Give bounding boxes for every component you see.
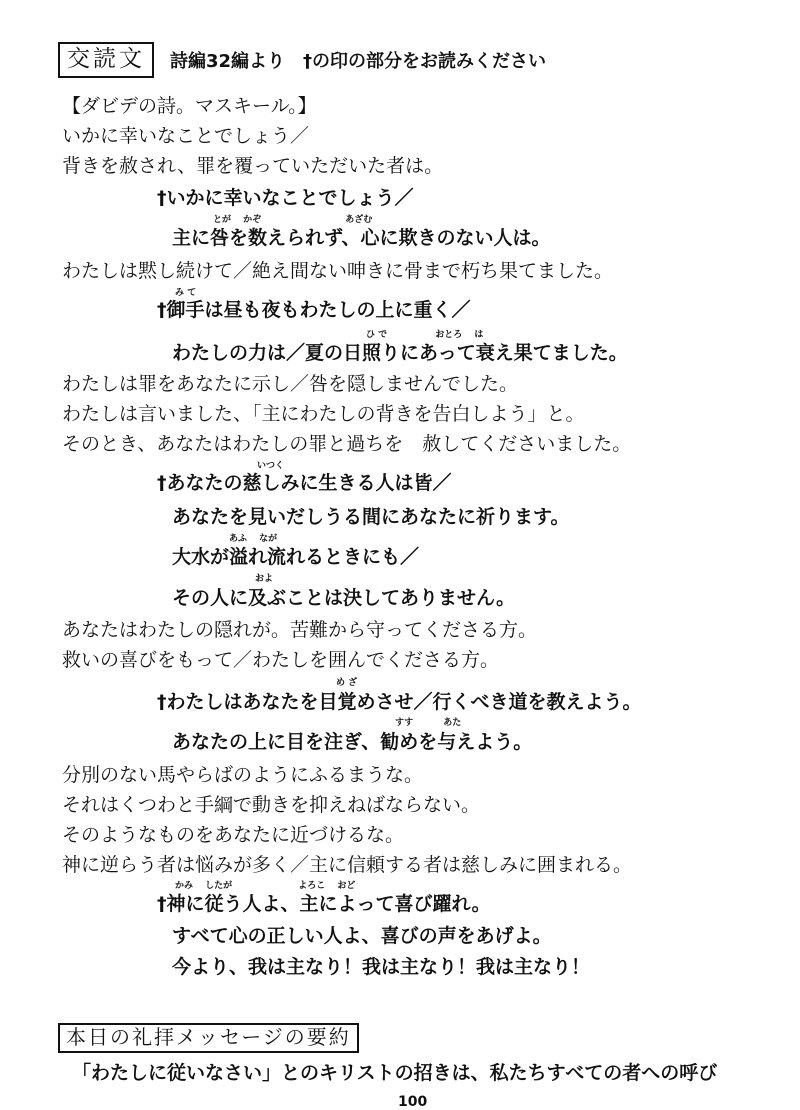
responsive-reading-label: 交読文 [58, 42, 154, 78]
ruby-line-14: あふ なが [229, 534, 278, 544]
sermon-summary-header [58, 1024, 359, 1050]
ruby-line-19: すす あた [395, 718, 462, 728]
psalm-line-25: すべて心の正しい人よ、喜びの声をあげよ。 [172, 925, 552, 947]
psalm-line-19: あなたの上に目を注ぎ、勧めを与えよう。 [172, 731, 533, 753]
psalm-line-8: わたしの力は／夏の日照りにあって衰え果てました。 [172, 342, 628, 364]
psalm-line-13: あなたを見いだしうる間にあなたに祈ります。 [172, 506, 570, 528]
psalm-line-10: わたしは言いました、「主にわたしの背きを告白しよう」と。 [62, 403, 585, 425]
psalm-line-16: あなたはわたしの隠れが。苦難から守ってくださる方。 [62, 619, 538, 641]
psalm-line-18: †わたしはあなたを目覚めさせ／行くべき道を教えよう。 [157, 691, 642, 713]
ruby-line-5: とが かぞ あざむ [213, 215, 373, 225]
psalm-line-12: †あなたの慈しみに生きる人は皆／ [157, 472, 452, 494]
psalm-line-14: 大水が溢れ流れるときにも／ [172, 546, 420, 568]
psalm-line-7: †御手は昼も夜もわたしの上に重く／ [157, 299, 471, 321]
reading-instruction: 詩編32編より †の印の部分をお読みください [170, 51, 547, 72]
psalm-line-2: いかに幸いなことでしょう／ [62, 125, 310, 147]
psalm-line-5: 主に咎を数えられず、心に欺きのない人は。 [172, 227, 551, 249]
ruby-line-18: め ざ [336, 678, 358, 688]
psalm-line-11: そのとき、あなたはわたしの罪と過ちを 赦してくださいました。 [62, 433, 632, 455]
psalm-line-1: 【ダビデの詩。マスキール。】 [62, 95, 317, 117]
psalm-line-22: そのようなものをあなたに近づけるな。 [62, 824, 405, 846]
ruby-line-8: ひ で おとろ は [366, 330, 484, 340]
psalm-line-20: 分別のない馬やらばのようにふるまうな。 [62, 764, 424, 786]
psalm-line-21: それはくつわと手綱で動きを抑えねばならない。 [62, 794, 481, 816]
ruby-line-7: み て [175, 288, 197, 298]
sermon-summary-label: 本日の礼拝メッセージの要約 [58, 1023, 359, 1053]
ruby-line-24: かみ したが よろこ おど [175, 881, 356, 891]
psalm-line-15: その人に及ぶことは決してありません。 [172, 587, 516, 609]
psalm-line-9: わたしは罪をあなたに示し／咎を隠しませんでした。 [62, 373, 519, 395]
psalm-line-23: 神に逆らう者は悩みが多く／主に信頼する者は慈しみに囲まれる。 [62, 854, 633, 876]
ruby-line-15: およ [255, 574, 274, 584]
ruby-line-12: いつく [257, 461, 285, 471]
sermon-summary-text: 「わたしに従いなさい」とのキリストの招きは、私たちすべての者への呼び [72, 1062, 718, 1084]
psalm-line-4: †いかに幸いなことでしょう／ [157, 187, 414, 209]
reading-header [58, 42, 546, 78]
page-number: 100 [398, 1094, 428, 1110]
psalm-line-17: 救いの喜びをもって／わたしを囲んでくださる方。 [62, 649, 500, 671]
psalm-line-3: 背きを赦され、罪を覆っていただいた者は。 [62, 155, 444, 177]
psalm-line-26: 今より、我は主なり！我は主なり！我は主なり！ [172, 956, 591, 978]
psalm-line-6: わたしは黙し続けて／絶え間ない呻きに骨まで朽ち果てました。 [62, 260, 614, 282]
psalm-line-24: †神に従う人よ、主によって喜び躍れ。 [157, 893, 491, 915]
